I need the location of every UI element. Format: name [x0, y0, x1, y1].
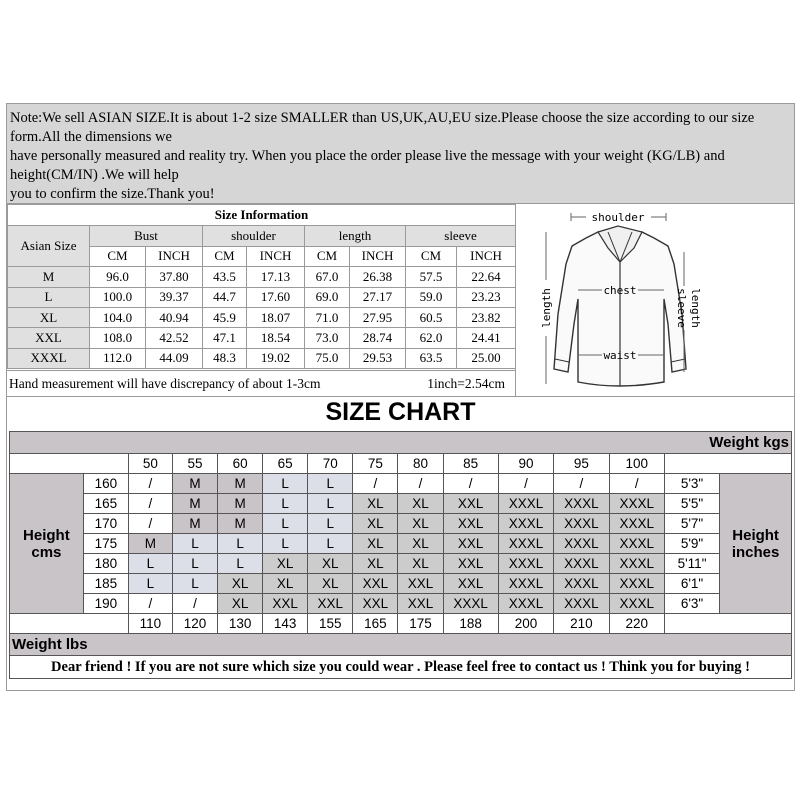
inch-conversion-note: 1inch=2.54cm — [427, 376, 505, 391]
height-inch-cell: 6'3" — [664, 594, 719, 614]
asian-size-header: Asian Size — [8, 226, 90, 267]
note-line: form.All the dimensions we — [10, 129, 172, 145]
measurement-cell: 22.64 — [457, 267, 516, 287]
size-cell: XL — [398, 534, 443, 554]
size-cell: L — [308, 494, 353, 514]
size-cell: XXXL — [554, 574, 609, 594]
size-cell: XXXL — [609, 494, 664, 514]
measurement-cell: 60.5 — [406, 307, 457, 327]
measurement-cell: 67.0 — [305, 267, 350, 287]
size-label: XXXL — [8, 348, 90, 368]
measurement-cell: 18.07 — [247, 307, 305, 327]
size-cell: / — [609, 474, 664, 494]
size-chart-section — [7, 396, 794, 691]
size-chart-row — [10, 594, 792, 614]
lb-header: 210 — [554, 614, 609, 634]
unit-header: CM — [406, 246, 457, 266]
size-cell: L — [172, 554, 217, 574]
size-cell: XXXL — [554, 534, 609, 554]
unit-header: CM — [305, 246, 350, 266]
size-cell: XL — [398, 494, 443, 514]
size-chart-row — [10, 474, 792, 494]
size-label: L — [8, 287, 90, 307]
measurement-cell: 37.80 — [146, 267, 203, 287]
measurement-cell: 25.00 — [457, 348, 516, 368]
length-label: length — [540, 288, 553, 328]
height-inch-cell: 6'1" — [664, 574, 719, 594]
size-cell: L — [218, 554, 263, 574]
size-cell: XL — [308, 554, 353, 574]
height-cm-cell: 165 — [83, 494, 128, 514]
size-cell: XXXL — [609, 554, 664, 574]
height-cm-cell: 175 — [83, 534, 128, 554]
waist-label: waist — [603, 349, 637, 362]
size-cell: XXL — [443, 514, 498, 534]
height-inches-line: inches — [731, 543, 780, 561]
measurement-cell: 96.0 — [90, 267, 146, 287]
bust-header: Bust — [90, 226, 203, 246]
size-cell: / — [128, 494, 172, 514]
measurement-cell: 44.09 — [146, 348, 203, 368]
measurement-cell: 47.1 — [203, 328, 247, 348]
size-cell: XXL — [443, 494, 498, 514]
measurement-cell: 17.13 — [247, 267, 305, 287]
kg-header: 65 — [263, 454, 308, 474]
measurement-cell: 112.0 — [90, 348, 146, 368]
size-cell: / — [172, 594, 217, 614]
note-line: you to confirm the size.Thank you! — [10, 186, 215, 202]
measurement-cell: 26.38 — [350, 267, 406, 287]
weight-kgs-header: Weight kgs — [10, 432, 792, 454]
size-chart-row — [10, 514, 792, 534]
height-inch-cell: 5'3" — [664, 474, 719, 494]
note-line: height(CM/IN) .We will help — [10, 167, 179, 183]
unit-header: INCH — [247, 246, 305, 266]
size-cell: / — [443, 474, 498, 494]
measurement-cell: 71.0 — [305, 307, 350, 327]
size-cell: XXL — [443, 534, 498, 554]
size-label: XL — [8, 307, 90, 327]
size-cell: XL — [398, 514, 443, 534]
size-information-body — [8, 267, 516, 369]
kg-header: 55 — [172, 454, 217, 474]
length-header: length — [305, 226, 406, 246]
lb-header: 130 — [218, 614, 263, 634]
size-cell: XXXL — [554, 494, 609, 514]
size-cell: M — [172, 514, 217, 534]
size-cell: / — [353, 474, 398, 494]
measurement-cell: 23.23 — [457, 287, 516, 307]
chest-label: chest — [603, 284, 637, 297]
kg-header: 95 — [554, 454, 609, 474]
measurement-cell: 29.53 — [350, 348, 406, 368]
size-cell: / — [128, 594, 172, 614]
size-cell: XL — [218, 594, 263, 614]
measurement-cell: 100.0 — [90, 287, 146, 307]
size-cell: XL — [398, 554, 443, 574]
measurement-cell: 75.0 — [305, 348, 350, 368]
measurement-cell: 62.0 — [406, 328, 457, 348]
hand-measurement-note: Hand measurement will have discrepancy of about 1-3cm — [9, 376, 321, 391]
height-inch-cell: 5'11" — [664, 554, 719, 574]
measurement-cell: 104.0 — [90, 307, 146, 327]
size-cell: L — [218, 534, 263, 554]
size-cell: XXL — [353, 574, 398, 594]
kg-header: 75 — [353, 454, 398, 474]
size-cell: XXXL — [554, 594, 609, 614]
sleeve-label: sleeve — [675, 288, 688, 328]
measurement-cell: 18.54 — [247, 328, 305, 348]
size-chart-body — [10, 432, 792, 679]
height-inches-label — [720, 474, 792, 614]
measurement-cell: 43.5 — [203, 267, 247, 287]
size-cell: M — [218, 514, 263, 534]
size-cell: XXXL — [609, 534, 664, 554]
size-cell: L — [128, 554, 172, 574]
size-row — [8, 348, 516, 368]
size-cell: XXXL — [498, 514, 553, 534]
measurement-cell: 27.95 — [350, 307, 406, 327]
kg-header: 100 — [609, 454, 664, 474]
size-cell: XXL — [308, 594, 353, 614]
unit-header: INCH — [457, 246, 516, 266]
measurement-cell: 73.0 — [305, 328, 350, 348]
size-cell: XXXL — [498, 574, 553, 594]
height-inch-cell: 5'7" — [664, 514, 719, 534]
size-cell: XXXL — [498, 594, 553, 614]
lb-header: 165 — [353, 614, 398, 634]
size-label: M — [8, 267, 90, 287]
size-cell: XXXL — [498, 554, 553, 574]
blank-cell — [10, 614, 129, 634]
size-row — [8, 307, 516, 327]
size-row — [8, 267, 516, 287]
size-cell: XXXL — [609, 594, 664, 614]
size-cell: XL — [353, 554, 398, 574]
size-chart-row — [10, 554, 792, 574]
size-cell: / — [128, 474, 172, 494]
size-chart-row — [10, 494, 792, 514]
measurement-cell: 45.9 — [203, 307, 247, 327]
size-cell: XL — [308, 574, 353, 594]
contact-footer: Dear friend ! If you are not sure which size you could wear . Please feel free to contact us ! Think you for buying ! — [10, 656, 792, 679]
size-cell: L — [308, 534, 353, 554]
measurement-cell: 108.0 — [90, 328, 146, 348]
size-cell: XXXL — [609, 514, 664, 534]
size-chart-row — [10, 574, 792, 594]
unit-header: CM — [90, 246, 146, 266]
lb-header: 110 — [128, 614, 172, 634]
measurement-cell: 42.52 — [146, 328, 203, 348]
size-cell: XXL — [443, 574, 498, 594]
size-cell: / — [554, 474, 609, 494]
height-cm-cell: 160 — [83, 474, 128, 494]
size-cell: L — [128, 574, 172, 594]
size-information-title: Size Information — [8, 205, 516, 226]
size-chart-row — [10, 534, 792, 554]
size-cell: XXXL — [609, 574, 664, 594]
lb-header: 175 — [398, 614, 443, 634]
size-cell: L — [263, 514, 308, 534]
unit-header: INCH — [350, 246, 406, 266]
size-cell: M — [172, 494, 217, 514]
size-cell: XXXL — [498, 534, 553, 554]
height-cm-cell: 185 — [83, 574, 128, 594]
blank-cell — [664, 614, 791, 634]
lb-header: 220 — [609, 614, 664, 634]
shirt-diagram — [515, 204, 794, 396]
measurement-cell: 17.60 — [247, 287, 305, 307]
size-cell: L — [263, 494, 308, 514]
size-chart-title: SIZE CHART — [325, 398, 476, 426]
kg-header: 50 — [128, 454, 172, 474]
size-cell: XL — [263, 554, 308, 574]
height-cms-line: cms — [31, 543, 62, 561]
measurement-note — [7, 370, 515, 396]
kg-header: 80 — [398, 454, 443, 474]
measurement-cell: 69.0 — [305, 287, 350, 307]
lb-header: 188 — [443, 614, 498, 634]
measurement-cell: 44.7 — [203, 287, 247, 307]
measurement-cell: 28.74 — [350, 328, 406, 348]
measurement-cell: 39.37 — [146, 287, 203, 307]
height-cm-cell: 170 — [83, 514, 128, 534]
size-row — [8, 328, 516, 348]
size-guide-panel — [6, 103, 795, 691]
size-cell: XL — [263, 574, 308, 594]
size-cell: XL — [353, 514, 398, 534]
measurement-cell: 24.41 — [457, 328, 516, 348]
shirt-diagram-icon — [516, 204, 794, 396]
size-cell: XXXL — [554, 514, 609, 534]
kg-header: 90 — [498, 454, 553, 474]
sleeve-length-label: length — [689, 288, 702, 328]
size-cell: L — [308, 514, 353, 534]
measurement-cell: 19.02 — [247, 348, 305, 368]
measurement-cell: 59.0 — [406, 287, 457, 307]
size-cell: XXL — [263, 594, 308, 614]
size-cell: XXXL — [498, 494, 553, 514]
unit-header: INCH — [146, 246, 203, 266]
lb-header: 143 — [263, 614, 308, 634]
size-information-table — [7, 204, 516, 369]
size-cell: L — [263, 534, 308, 554]
kg-header: 70 — [308, 454, 353, 474]
size-cell: XXL — [398, 594, 443, 614]
size-cell: M — [128, 534, 172, 554]
size-cell: XL — [353, 534, 398, 554]
size-cell: M — [218, 494, 263, 514]
measurement-cell: 40.94 — [146, 307, 203, 327]
size-cell: / — [128, 514, 172, 534]
measurement-cell: 23.82 — [457, 307, 516, 327]
measurement-cell: 48.3 — [203, 348, 247, 368]
height-inch-cell: 5'9" — [664, 534, 719, 554]
height-cms-label — [10, 474, 84, 614]
height-cm-cell: 190 — [83, 594, 128, 614]
size-label: XXL — [8, 328, 90, 348]
size-row — [8, 287, 516, 307]
note-line: Note:We sell ASIAN SIZE.It is about 1-2 size SMALLER than US,UK,AU,EU size.Please choose the size according to our size — [10, 110, 755, 126]
size-cell: M — [172, 474, 217, 494]
size-cell: / — [498, 474, 553, 494]
blank-cell — [10, 454, 129, 474]
size-cell: L — [172, 534, 217, 554]
weight-lbs-header: Weight lbs — [10, 634, 792, 656]
shoulder-header: shoulder — [203, 226, 305, 246]
kg-header: 85 — [443, 454, 498, 474]
sleeve-header: sleeve — [406, 226, 516, 246]
size-cell: XXL — [443, 554, 498, 574]
note-line: have personally measured and reality try. When you place the order please live the message with your weight (KG/LB) and — [10, 148, 725, 164]
measurement-cell: 57.5 — [406, 267, 457, 287]
size-cell: XL — [353, 494, 398, 514]
size-cell: L — [308, 474, 353, 494]
size-cell: XXL — [398, 574, 443, 594]
measurement-cell: 27.17 — [350, 287, 406, 307]
size-cell: M — [218, 474, 263, 494]
size-note — [7, 104, 794, 204]
size-cell: / — [398, 474, 443, 494]
size-cell: XXXL — [443, 594, 498, 614]
size-cell: XXL — [353, 594, 398, 614]
size-cell: L — [263, 474, 308, 494]
height-cms-line: Height — [23, 526, 70, 544]
height-inches-line: Height — [732, 526, 779, 544]
unit-header: CM — [203, 246, 247, 266]
height-inch-cell: 5'5" — [664, 494, 719, 514]
size-cell: XL — [218, 574, 263, 594]
lb-header: 120 — [172, 614, 217, 634]
size-cell: XXXL — [554, 554, 609, 574]
lb-header: 155 — [308, 614, 353, 634]
lb-header: 200 — [498, 614, 553, 634]
height-cm-cell: 180 — [83, 554, 128, 574]
kg-header: 60 — [218, 454, 263, 474]
shoulder-label: shoulder — [591, 211, 645, 224]
blank-cell — [664, 454, 791, 474]
size-cell: L — [172, 574, 217, 594]
measurement-cell: 63.5 — [406, 348, 457, 368]
size-chart-table — [9, 431, 792, 679]
